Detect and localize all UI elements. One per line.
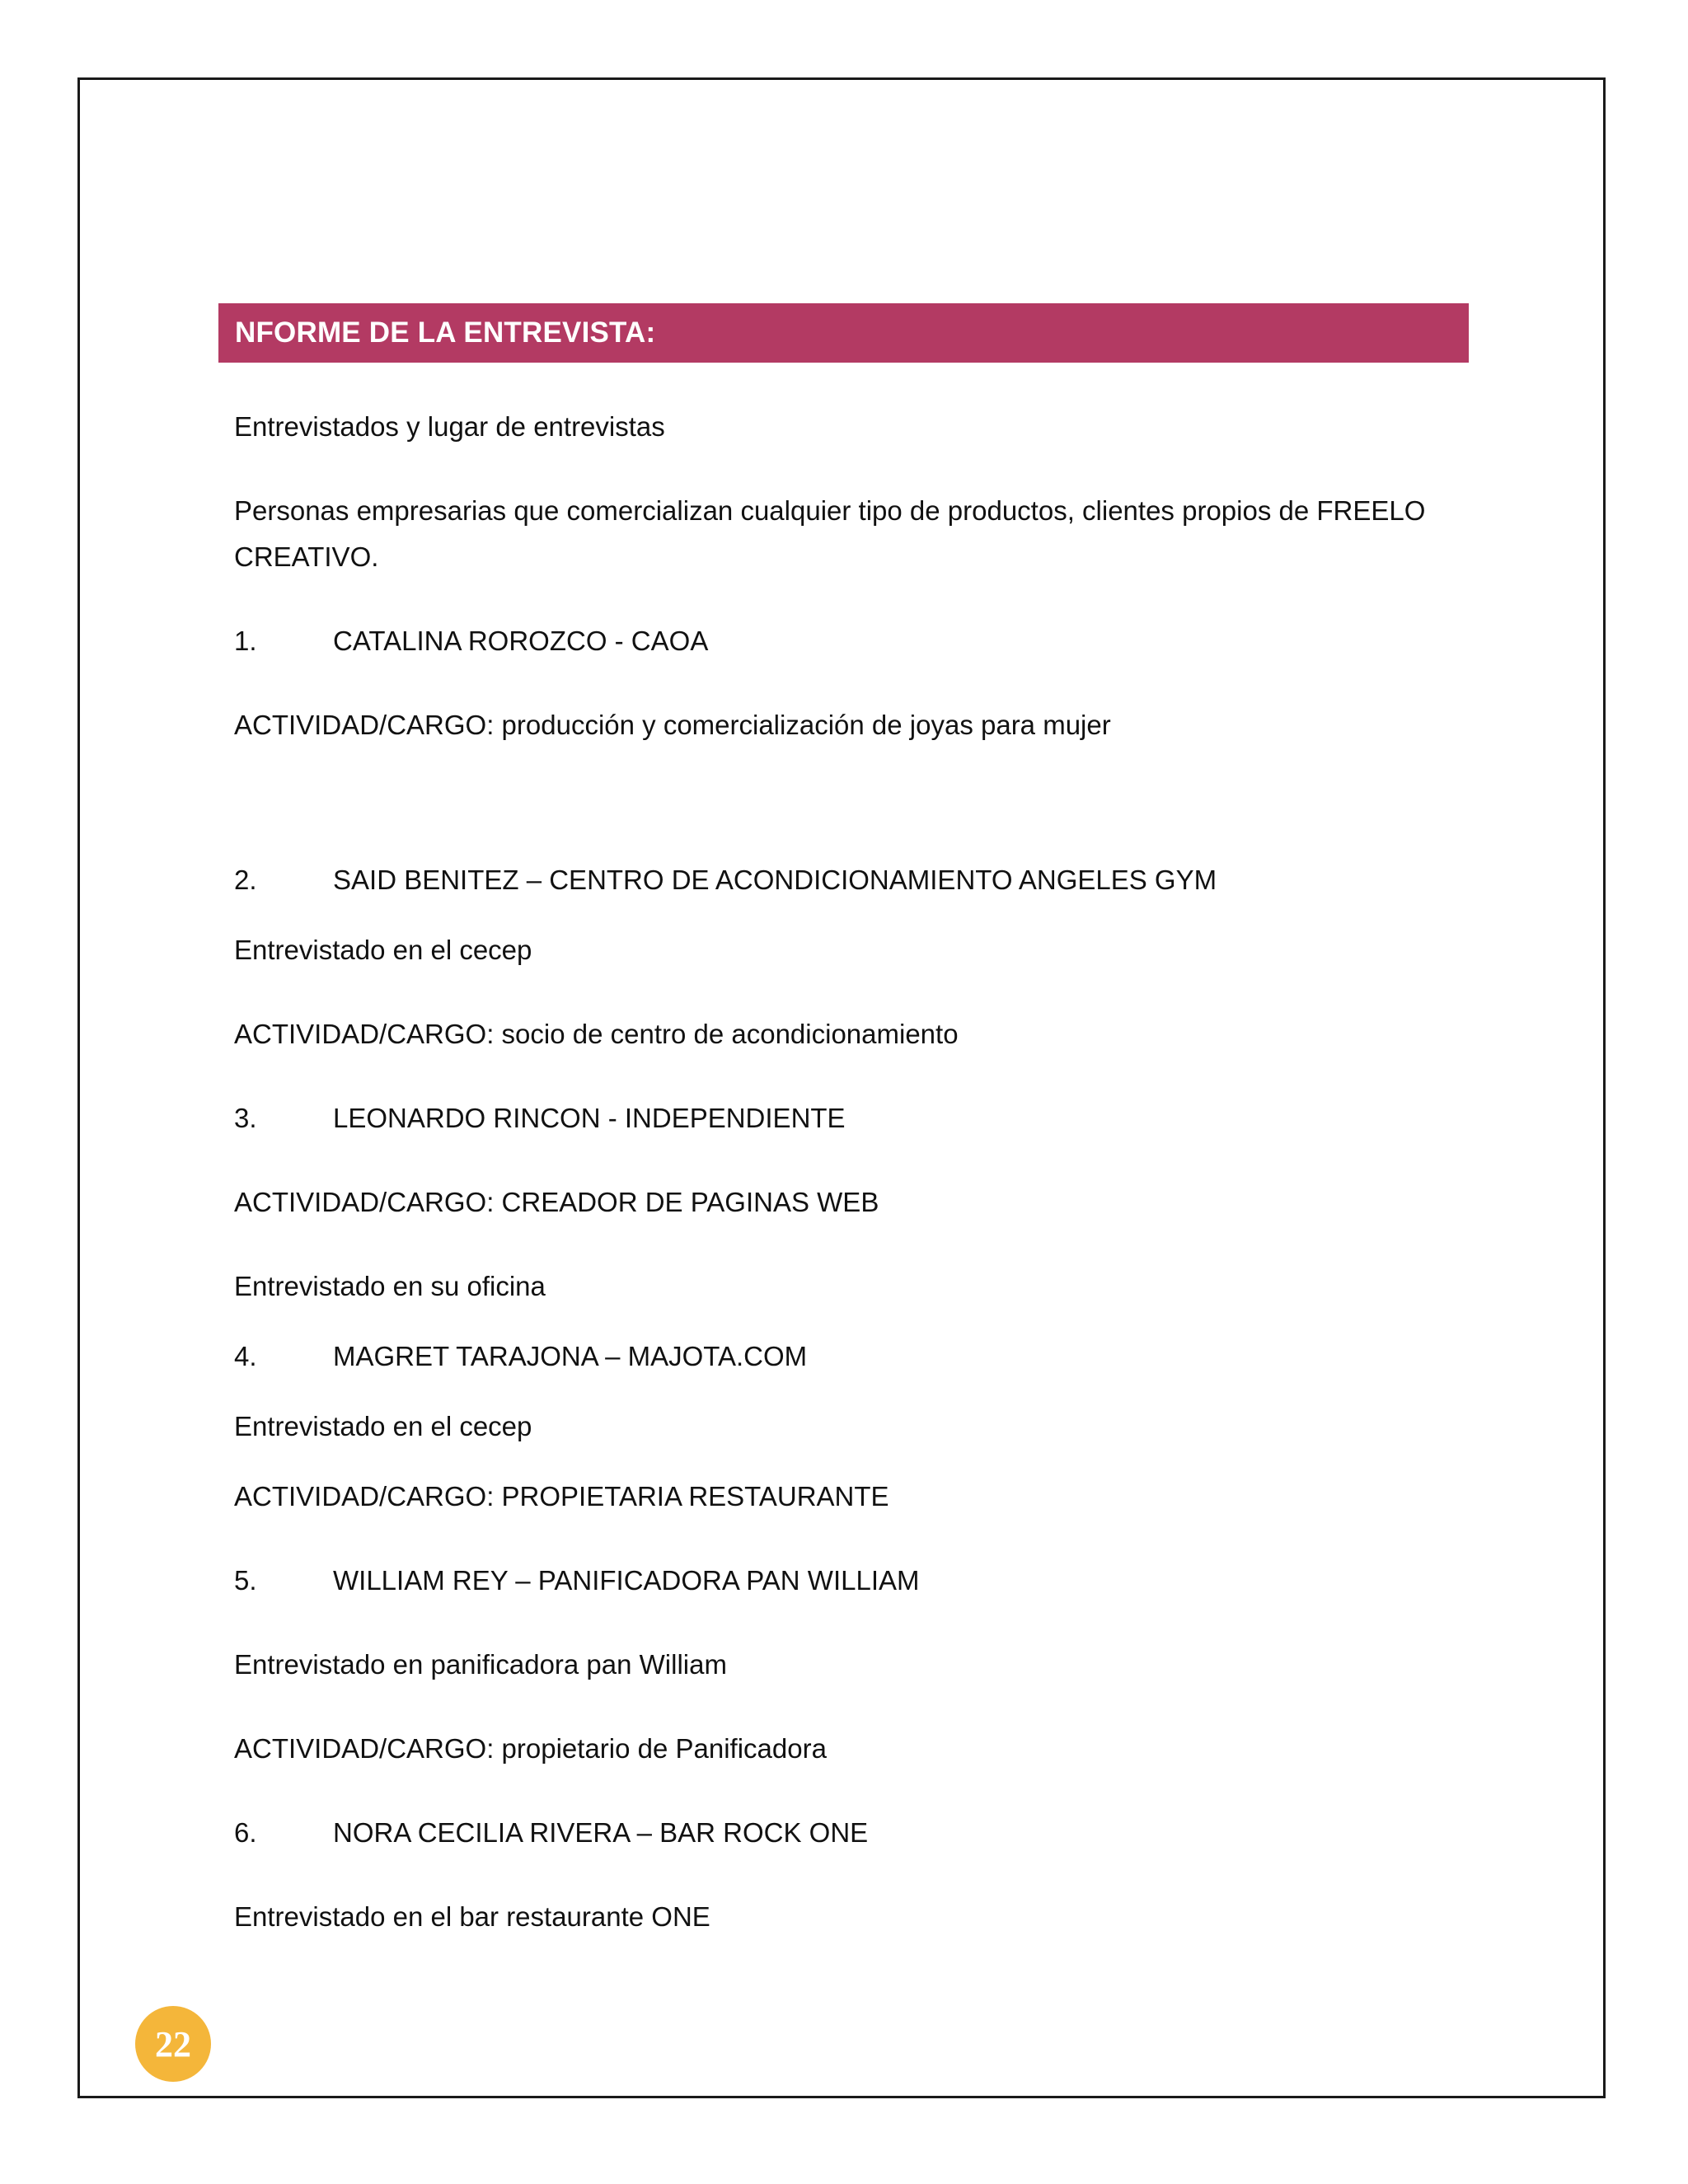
entry-3-heading bbox=[234, 1095, 846, 1141]
entry-3-activity: ACTIVIDAD/CARGO: CREADOR DE PAGINAS WEB bbox=[234, 1187, 879, 1217]
entry-6-location: Entrevistado en el bar restaurante ONE bbox=[234, 1901, 710, 1932]
page-number: 22 bbox=[155, 2023, 191, 2064]
entry-4-location: Entrevistado en el cecep bbox=[234, 1411, 532, 1441]
section-header bbox=[218, 303, 1469, 363]
entry-5-heading bbox=[234, 1558, 920, 1604]
entry-name: NORA CECILIA RIVERA – BAR ROCK ONE bbox=[333, 1817, 869, 1848]
section-title: NFORME DE LA ENTREVISTA: bbox=[235, 316, 656, 349]
entry-number: 3. bbox=[234, 1103, 257, 1133]
entry-5-location: Entrevistado en panificadora pan William bbox=[234, 1649, 727, 1680]
entry-1-activity: ACTIVIDAD/CARGO: producción y comercialización de joyas para mujer bbox=[234, 710, 1111, 740]
page-number-badge bbox=[135, 2006, 211, 2082]
entry-name: SAID BENITEZ – CENTRO DE ACONDICIONAMIENTO ANGELES GYM bbox=[333, 865, 1217, 895]
entry-number: 1. bbox=[234, 626, 257, 656]
entry-5-activity: ACTIVIDAD/CARGO: propietario de Panificadora bbox=[234, 1733, 827, 1764]
entry-name: CATALINA ROROZCO - CAOA bbox=[333, 626, 709, 656]
entry-number: 4. bbox=[234, 1341, 257, 1371]
entry-number: 6. bbox=[234, 1817, 257, 1848]
entry-2-heading bbox=[234, 857, 1217, 903]
intro-subtitle: Entrevistados y lugar de entrevistas bbox=[234, 411, 665, 442]
entry-3-location: Entrevistado en su oficina bbox=[234, 1271, 546, 1301]
entry-number: 5. bbox=[234, 1565, 257, 1596]
entry-name: MAGRET TARAJONA – MAJOTA.COM bbox=[333, 1341, 808, 1371]
entry-1-heading bbox=[234, 618, 708, 664]
intro-description: Personas empresarias que comercializan cualquier tipo de productos, clientes propios de FREELO CREATIVO. bbox=[234, 495, 1426, 572]
entry-6-heading bbox=[234, 1810, 868, 1856]
entry-4-activity: ACTIVIDAD/CARGO: PROPIETARIA RESTAURANTE bbox=[234, 1481, 889, 1511]
entry-name: WILLIAM REY – PANIFICADORA PAN WILLIAM bbox=[333, 1565, 920, 1596]
entry-2-location: Entrevistado en el cecep bbox=[234, 935, 532, 965]
page-frame bbox=[77, 77, 1606, 2098]
entry-2-activity: ACTIVIDAD/CARGO: socio de centro de acondicionamiento bbox=[234, 1019, 959, 1049]
entry-name: LEONARDO RINCON - INDEPENDIENTE bbox=[333, 1103, 846, 1133]
entry-number: 2. bbox=[234, 865, 257, 895]
entry-4-heading bbox=[234, 1333, 807, 1380]
